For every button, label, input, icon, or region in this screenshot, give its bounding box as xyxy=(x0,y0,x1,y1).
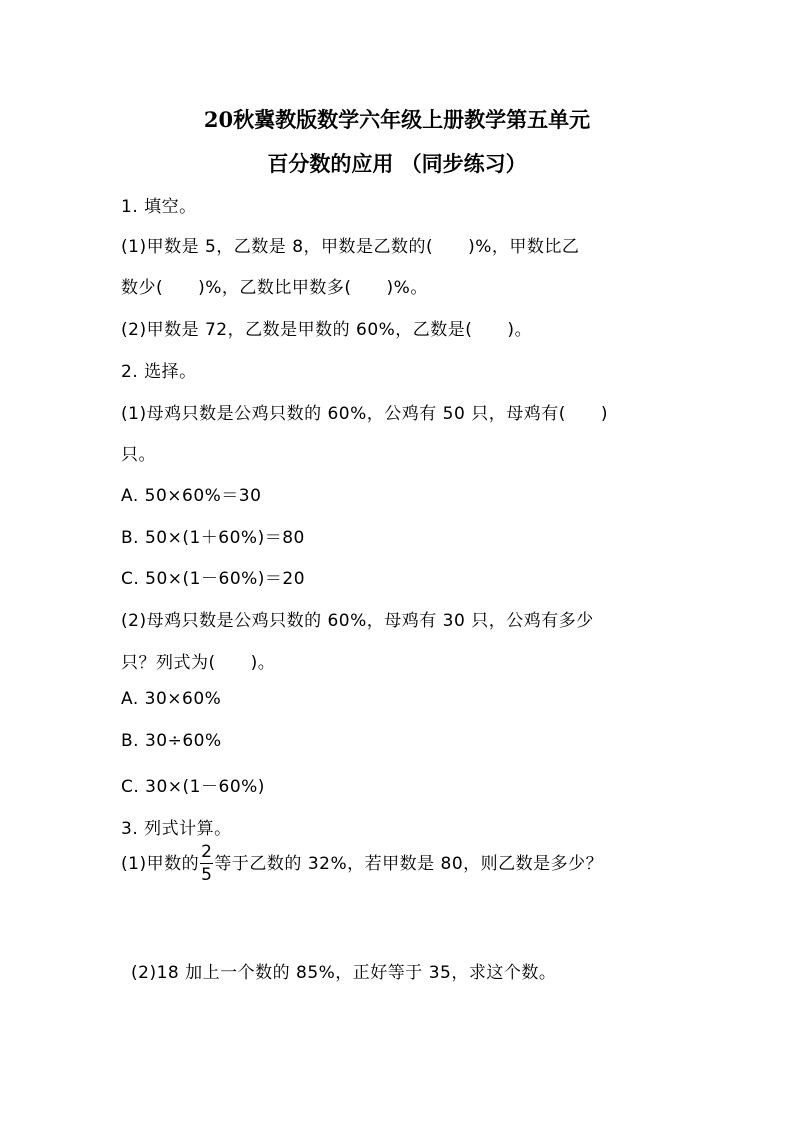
section-1-question-1-line-1: (1)甲数是 5，乙数是 8，甲数是乙数的( )%，甲数比乙 xyxy=(121,237,580,257)
page-subtitle: 百分数的应用 （同步练习） xyxy=(267,151,527,176)
section-2-question-1-option-a: A. 50×60%＝30 xyxy=(121,486,262,506)
section-2-question-2-line-2: 只？列式为( )。 xyxy=(121,653,276,673)
fraction-denominator: 5 xyxy=(201,865,213,885)
page-title: 20秋冀教版数学六年级上册教学第五单元 xyxy=(203,107,591,132)
fraction xyxy=(200,844,213,884)
section-2-question-1-line-2: 只。 xyxy=(121,445,156,465)
section-3-question-2: (2)18 加上一个数的 85%，正好等于 35，求这个数。 xyxy=(131,963,557,983)
section-3-heading: 3. 列式计算。 xyxy=(121,819,232,839)
section-1-question-1-line-2: 数少( )%，乙数比甲数多( )%。 xyxy=(121,278,428,298)
section-1-heading: 1. 填空。 xyxy=(121,197,197,217)
section-3-question-1-prefix: (1)甲数的 xyxy=(121,854,200,874)
section-3-question-1 xyxy=(121,844,603,884)
section-2-question-2-option-c: C. 30×(1－60%) xyxy=(121,777,265,797)
fraction-numerator: 2 xyxy=(201,842,213,862)
section-2-question-1-line-1: (1)母鸡只数是公鸡只数的 60%，公鸡有 50 只，母鸡有( ) xyxy=(121,404,608,424)
section-1-question-2: (2)甲数是 72，乙数是甲数的 60%，乙数是( )。 xyxy=(121,320,533,340)
section-2-question-2-option-b: B. 30÷60% xyxy=(121,731,222,751)
section-3-question-1-suffix: 等于乙数的 32%，若甲数是 80，则乙数是多少？ xyxy=(214,854,604,874)
section-2-question-1-option-c: C. 50×(1－60%)＝20 xyxy=(121,569,306,589)
section-2-question-1-option-b: B. 50×(1＋60%)＝80 xyxy=(121,528,305,548)
section-2-question-2-line-1: (2)母鸡只数是公鸡只数的 60%，母鸡有 30 只，公鸡有多少 xyxy=(121,611,594,631)
section-2-heading: 2. 选择。 xyxy=(121,362,197,382)
section-2-question-2-option-a: A. 30×60% xyxy=(121,689,222,709)
